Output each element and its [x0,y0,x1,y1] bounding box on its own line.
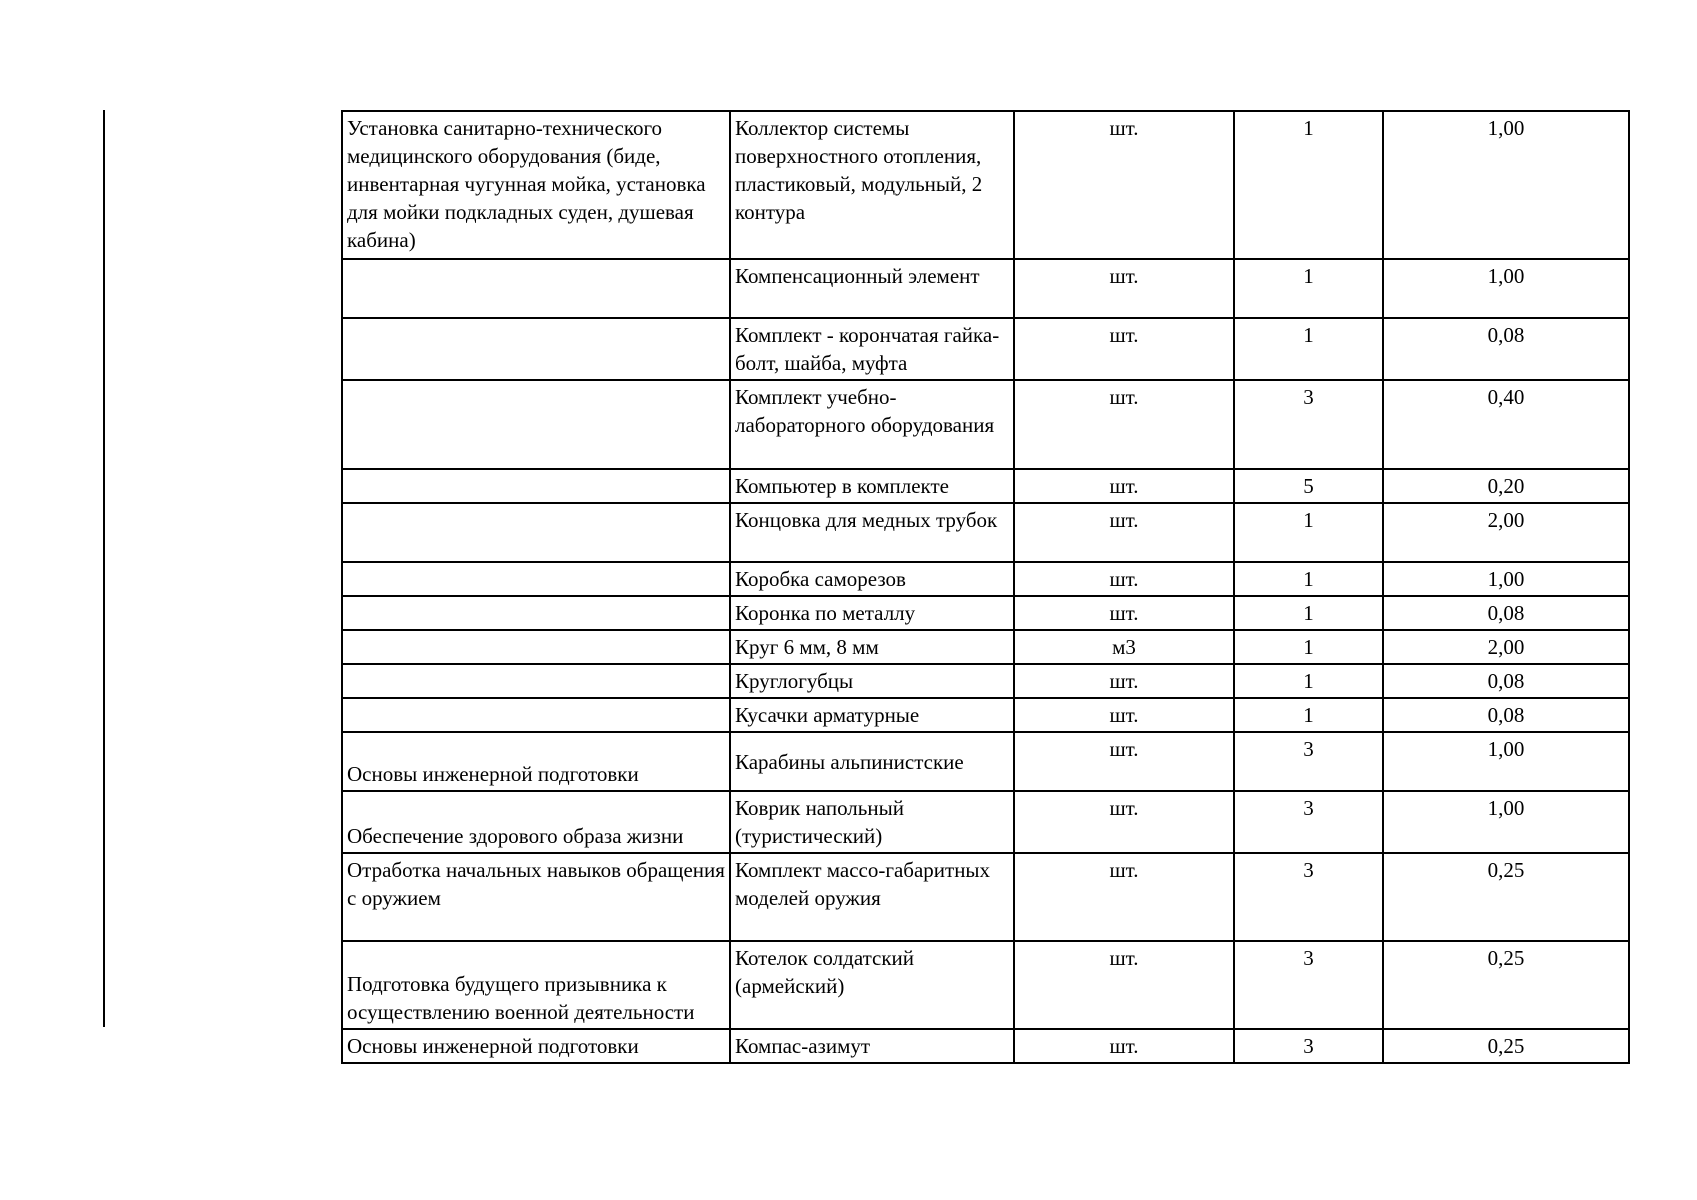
rate-cell: 0,08 [1383,318,1629,380]
table-row [342,469,1629,503]
table-row [342,259,1629,318]
unit-cell: шт. [1014,503,1234,562]
unit-cell: шт. [1014,596,1234,630]
activity-cell [342,664,730,698]
activity-cell [342,380,730,469]
rate-cell: 0,08 [1383,596,1629,630]
table-row [342,596,1629,630]
table-row [342,791,1629,853]
item-cell: Концовка для медных трубок [730,503,1014,562]
activity-cell [342,503,730,562]
activity-cell: Основы инженерной подготовки [342,1029,730,1063]
item-cell: Компьютер в комплекте [730,469,1014,503]
item-cell: Коврик напольный (туристический) [730,791,1014,853]
table-row [342,853,1629,941]
item-cell: Комплект - корончатая гайка-болт, шайба, муфта [730,318,1014,380]
rate-cell: 0,25 [1383,853,1629,941]
activity-cell [342,698,730,732]
unit-cell: шт. [1014,469,1234,503]
rate-cell: 0,25 [1383,941,1629,1029]
table-row [342,111,1629,259]
unit-cell: шт. [1014,562,1234,596]
activity-cell: Установка санитарно-технического медицинского оборудования (биде, инвентарная чугунная мойка, установка для мойки подкладных суден, душевая кабина) [342,111,730,259]
table-row [342,941,1629,1029]
quantity-cell: 1 [1234,318,1383,380]
table-row [342,503,1629,562]
quantity-cell: 3 [1234,380,1383,469]
unit-cell: шт. [1014,664,1234,698]
rate-cell: 1,00 [1383,562,1629,596]
activity-cell [342,259,730,318]
item-cell: Компенсационный элемент [730,259,1014,318]
activity-cell [342,469,730,503]
item-cell: Круг 6 мм, 8 мм [730,630,1014,664]
rate-cell: 0,25 [1383,1029,1629,1063]
quantity-cell: 5 [1234,469,1383,503]
unit-cell: шт. [1014,380,1234,469]
rate-cell: 1,00 [1383,111,1629,259]
item-cell: Котелок солдатский (армейский) [730,941,1014,1029]
rate-cell: 0,40 [1383,380,1629,469]
item-cell: Коробка саморезов [730,562,1014,596]
quantity-cell: 3 [1234,1029,1383,1063]
table-row [342,562,1629,596]
rate-cell: 1,00 [1383,259,1629,318]
activity-cell: Подготовка будущего призывника к осуществлению военной деятельности [342,941,730,1029]
rate-cell: 2,00 [1383,503,1629,562]
quantity-cell: 3 [1234,791,1383,853]
quantity-cell: 1 [1234,562,1383,596]
quantity-cell: 3 [1234,732,1383,791]
unit-cell: шт. [1014,791,1234,853]
equipment-table [341,110,1630,1064]
unit-cell: шт. [1014,698,1234,732]
table-row [342,380,1629,469]
table-row [342,1029,1629,1063]
item-cell: Коронка по металлу [730,596,1014,630]
item-cell: Комплект массо-габаритных моделей оружия [730,853,1014,941]
table-row [342,630,1629,664]
activity-cell: Обеспечение здорового образа жизни [342,791,730,853]
activity-cell: Основы инженерной подготовки [342,732,730,791]
rate-cell: 0,20 [1383,469,1629,503]
quantity-cell: 3 [1234,941,1383,1029]
unit-cell: шт. [1014,318,1234,380]
unit-cell: шт. [1014,732,1234,791]
quantity-cell: 1 [1234,630,1383,664]
quantity-cell: 1 [1234,664,1383,698]
quantity-cell: 1 [1234,111,1383,259]
table-row [342,698,1629,732]
unit-cell: шт. [1014,111,1234,259]
item-cell: Круглогубцы [730,664,1014,698]
quantity-cell: 1 [1234,503,1383,562]
activity-cell: Отработка начальных навыков обращения с оружием [342,853,730,941]
activity-cell [342,562,730,596]
rate-cell: 1,00 [1383,732,1629,791]
left-margin-rule [103,110,105,1027]
quantity-cell: 1 [1234,596,1383,630]
quantity-cell: 1 [1234,698,1383,732]
rate-cell: 0,08 [1383,664,1629,698]
rate-cell: 0,08 [1383,698,1629,732]
activity-cell [342,630,730,664]
table-row [342,732,1629,791]
rate-cell: 1,00 [1383,791,1629,853]
table-row [342,318,1629,380]
unit-cell: шт. [1014,941,1234,1029]
table-row [342,664,1629,698]
unit-cell: шт. [1014,853,1234,941]
activity-cell [342,596,730,630]
item-cell: Карабины альпинистские [730,732,1014,791]
quantity-cell: 1 [1234,259,1383,318]
unit-cell: шт. [1014,259,1234,318]
item-cell: Коллектор системы поверхностного отопления, пластиковый, модульный, 2 контура [730,111,1014,259]
activity-cell [342,318,730,380]
quantity-cell: 3 [1234,853,1383,941]
item-cell: Комплект учебно-лабораторного оборудования [730,380,1014,469]
item-cell: Компас-азимут [730,1029,1014,1063]
unit-cell: м3 [1014,630,1234,664]
unit-cell: шт. [1014,1029,1234,1063]
rate-cell: 2,00 [1383,630,1629,664]
item-cell: Кусачки арматурные [730,698,1014,732]
